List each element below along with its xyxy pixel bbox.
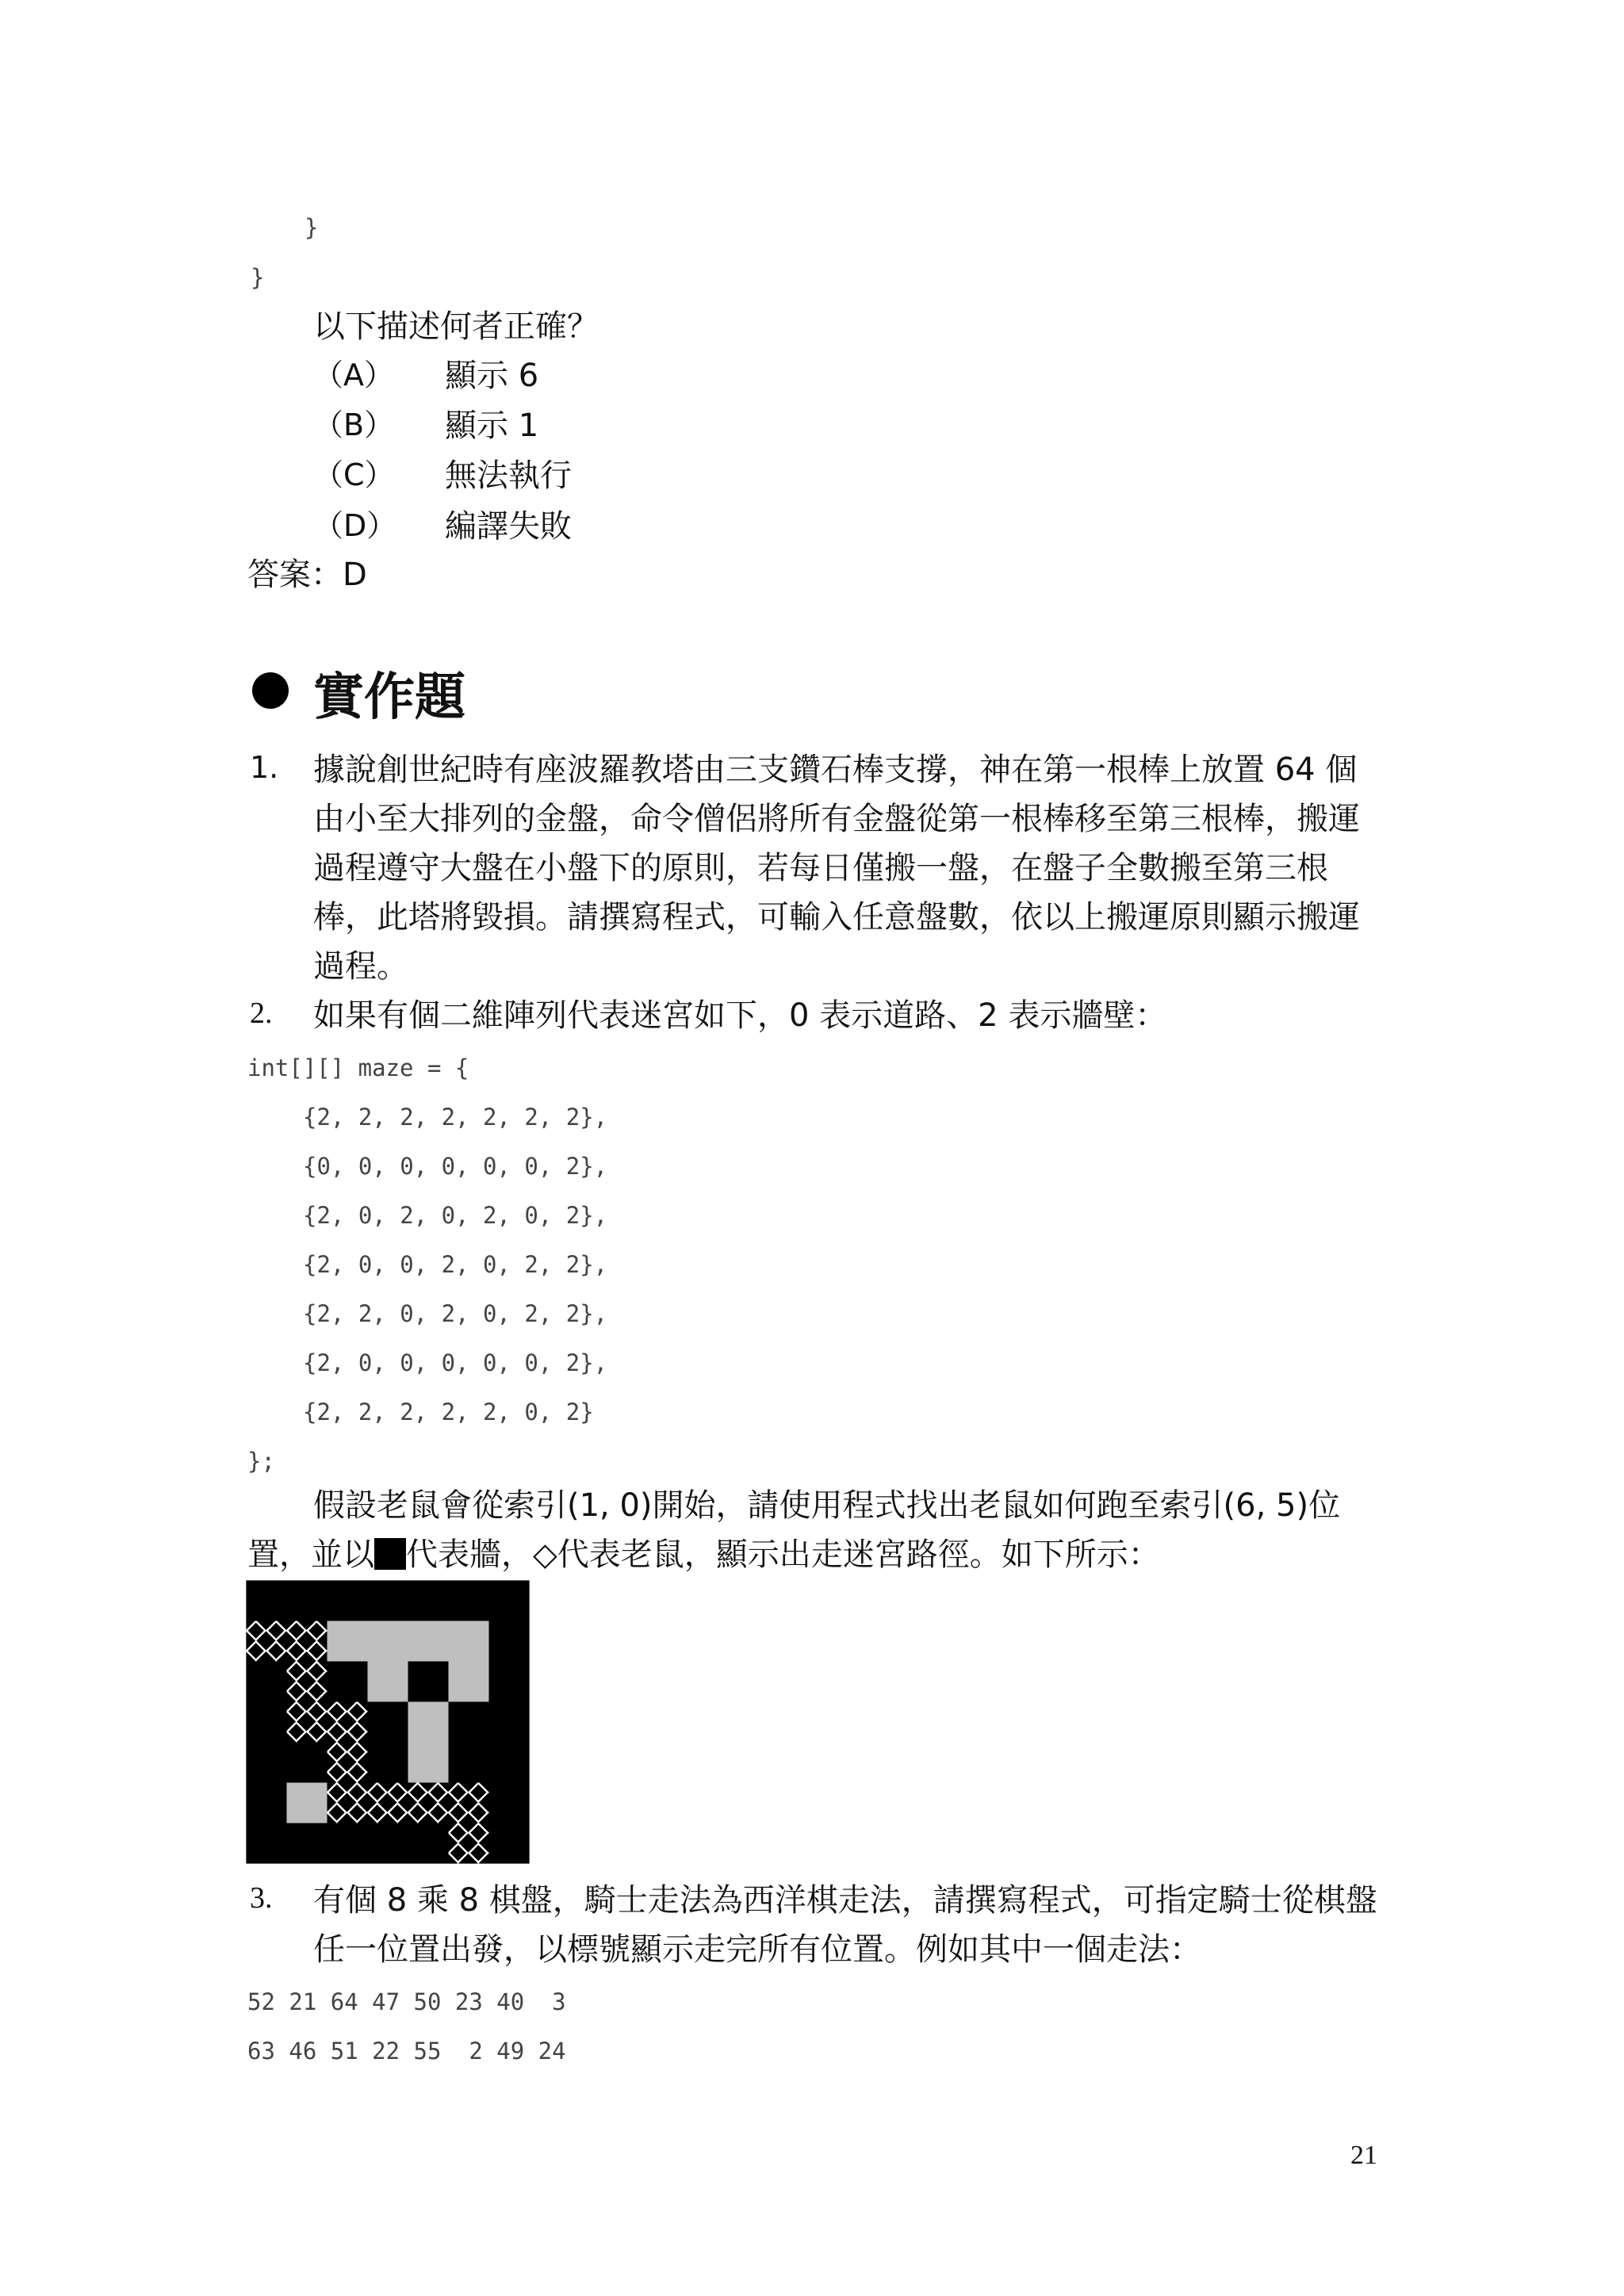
knight-row-1: 52 21 64 47 50 23 40 3	[247, 1988, 566, 2015]
maze-wall-cell	[368, 1702, 408, 1743]
maze-wall-cell	[368, 1581, 408, 1621]
maze-code-line-1: int[][] maze = {	[247, 1054, 469, 1081]
maze-wall-cell	[408, 1662, 449, 1702]
maze-wall-cell	[247, 1823, 287, 1864]
maze-open-cell	[368, 1621, 408, 1662]
option-c-label: （C）	[313, 457, 395, 492]
maze-wall-cell	[449, 1702, 489, 1743]
option-d-label: （D）	[313, 508, 397, 543]
maze-path-cell	[327, 1702, 368, 1743]
maze-path-cell	[287, 1662, 327, 1702]
maze-wall-cell	[489, 1823, 530, 1864]
maze-wall-cell	[247, 1662, 287, 1702]
item1-line-2: 由小至大排列的金盤，命令僧侶將所有金盤從第一根棒移至第三根棒，搬運	[313, 801, 1360, 837]
maze-figure	[246, 1580, 530, 1864]
question-prompt: 以下描述何者正確？	[313, 308, 599, 345]
maze-open-cell	[408, 1743, 449, 1783]
maze-wall-cell	[327, 1581, 368, 1621]
maze-code-line-4: {2, 0, 2, 0, 2, 0, 2},	[303, 1202, 608, 1229]
maze-wall-cell	[327, 1662, 368, 1702]
maze-wall-cell	[247, 1743, 287, 1783]
maze-wall-cell	[247, 1581, 287, 1621]
item2-line: 如果有個二維陣列代表迷宮如下，0 表示道路、2 表示牆壁：	[313, 997, 1167, 1034]
maze-wall-cell	[449, 1581, 489, 1621]
maze-code-line-9: };	[247, 1448, 275, 1475]
option-a-label: （A）	[313, 358, 394, 392]
knight-row-2: 63 46 51 22 55 2 49 24	[247, 2038, 566, 2064]
item1-number: 1.	[250, 750, 279, 785]
maze-wall-cell	[489, 1621, 530, 1662]
item3-number: 3.	[250, 1881, 273, 1915]
maze-code-line-6: {2, 2, 0, 2, 0, 2, 2},	[303, 1300, 608, 1327]
maze-path-cell	[408, 1783, 449, 1823]
maze-code-line-5: {2, 0, 0, 2, 0, 2, 2},	[303, 1251, 608, 1278]
maze-wall-cell	[489, 1702, 530, 1743]
maze-wall-cell	[408, 1581, 449, 1621]
code-closing-brace-outer: }	[251, 264, 265, 291]
option-a-text: 顯示 6	[445, 358, 539, 394]
maze-wall-cell	[489, 1581, 530, 1621]
maze-code-line-2: {2, 2, 2, 2, 2, 2, 2},	[303, 1104, 608, 1131]
maze-wall-cell	[287, 1743, 327, 1783]
item2-number: 2.	[250, 997, 273, 1030]
item2-paragraph-line-2	[247, 1530, 1160, 1579]
page-number: 21	[1350, 2141, 1377, 2170]
maze-path-cell	[247, 1621, 287, 1662]
maze-path-cell	[449, 1783, 489, 1823]
maze-open-cell	[408, 1621, 449, 1662]
section-bullet	[252, 672, 289, 709]
maze-path-cell	[287, 1702, 327, 1743]
maze-wall-cell	[287, 1823, 327, 1864]
maze-code-line-8: {2, 2, 2, 2, 2, 0, 2}	[303, 1399, 594, 1425]
code-closing-brace-inner: }	[304, 214, 319, 241]
maze-path-cell	[449, 1823, 489, 1864]
maze-path-cell	[327, 1743, 368, 1783]
maze-open-cell	[327, 1621, 368, 1662]
item1-line-4: 棒，此塔將毀損。請撰寫程式，可輸入任意盤數，依以上搬運原則顯示搬運	[313, 899, 1360, 936]
maze-open-cell	[287, 1783, 327, 1823]
maze-wall-cell	[327, 1823, 368, 1864]
option-b-text: 顯示 1	[445, 408, 539, 444]
option-b-label: （B）	[313, 408, 395, 442]
section-title: 實作題	[313, 668, 465, 727]
maze-path-cell	[287, 1621, 327, 1662]
maze-open-cell	[368, 1662, 408, 1702]
item3-line-1: 有個 8 乘 8 棋盤，騎士走法為西洋棋走法，請撰寫程式，可指定騎士從棋盤	[313, 1882, 1377, 1919]
item2-paragraph-line-2-b: 代表牆，◇代表老鼠，顯示出走迷宮路徑。如下所示：	[406, 1536, 1160, 1573]
maze-wall-cell	[368, 1823, 408, 1864]
maze-svg	[246, 1580, 530, 1864]
maze-wall-cell	[489, 1662, 530, 1702]
item2-paragraph-line-2-a: 置，並以	[247, 1536, 374, 1573]
maze-wall-cell	[449, 1743, 489, 1783]
item1-line-1: 據說創世紀時有座波羅教塔由三支鑽石棒支撐，神在第一根棒上放置 64 個	[313, 752, 1358, 788]
item3-line-2: 任一位置出發，以標號顯示走完所有位置。例如其中一個走法：	[313, 1931, 1201, 1968]
maze-wall-cell	[247, 1783, 287, 1823]
maze-path-cell	[368, 1783, 408, 1823]
maze-wall-cell	[489, 1783, 530, 1823]
maze-path-cell	[327, 1783, 368, 1823]
maze-open-cell	[449, 1662, 489, 1702]
maze-open-cell	[408, 1702, 449, 1743]
maze-code-line-7: {2, 0, 0, 0, 0, 0, 2},	[303, 1349, 608, 1376]
maze-wall-cell	[287, 1581, 327, 1621]
maze-code-line-3: {0, 0, 0, 0, 0, 0, 2},	[303, 1153, 608, 1180]
wall-square-icon	[374, 1538, 406, 1570]
option-c-text: 無法執行	[445, 457, 572, 494]
item1-line-5: 過程。	[313, 948, 408, 985]
answer-line: 答案：D	[247, 557, 367, 593]
maze-wall-cell	[408, 1823, 449, 1864]
item2-paragraph-line-1: 假設老鼠會從索引(1, 0)開始，請使用程式找出老鼠如何跑至索引(6, 5)位	[313, 1487, 1341, 1524]
maze-wall-cell	[368, 1743, 408, 1783]
maze-wall-cell	[489, 1743, 530, 1783]
item1-line-3: 過程遵守大盤在小盤下的原則，若每日僅搬一盤，在盤子全數搬至第三根	[313, 850, 1328, 886]
option-d-text: 編譯失敗	[445, 508, 572, 545]
maze-wall-cell	[247, 1702, 287, 1743]
maze-open-cell	[449, 1621, 489, 1662]
